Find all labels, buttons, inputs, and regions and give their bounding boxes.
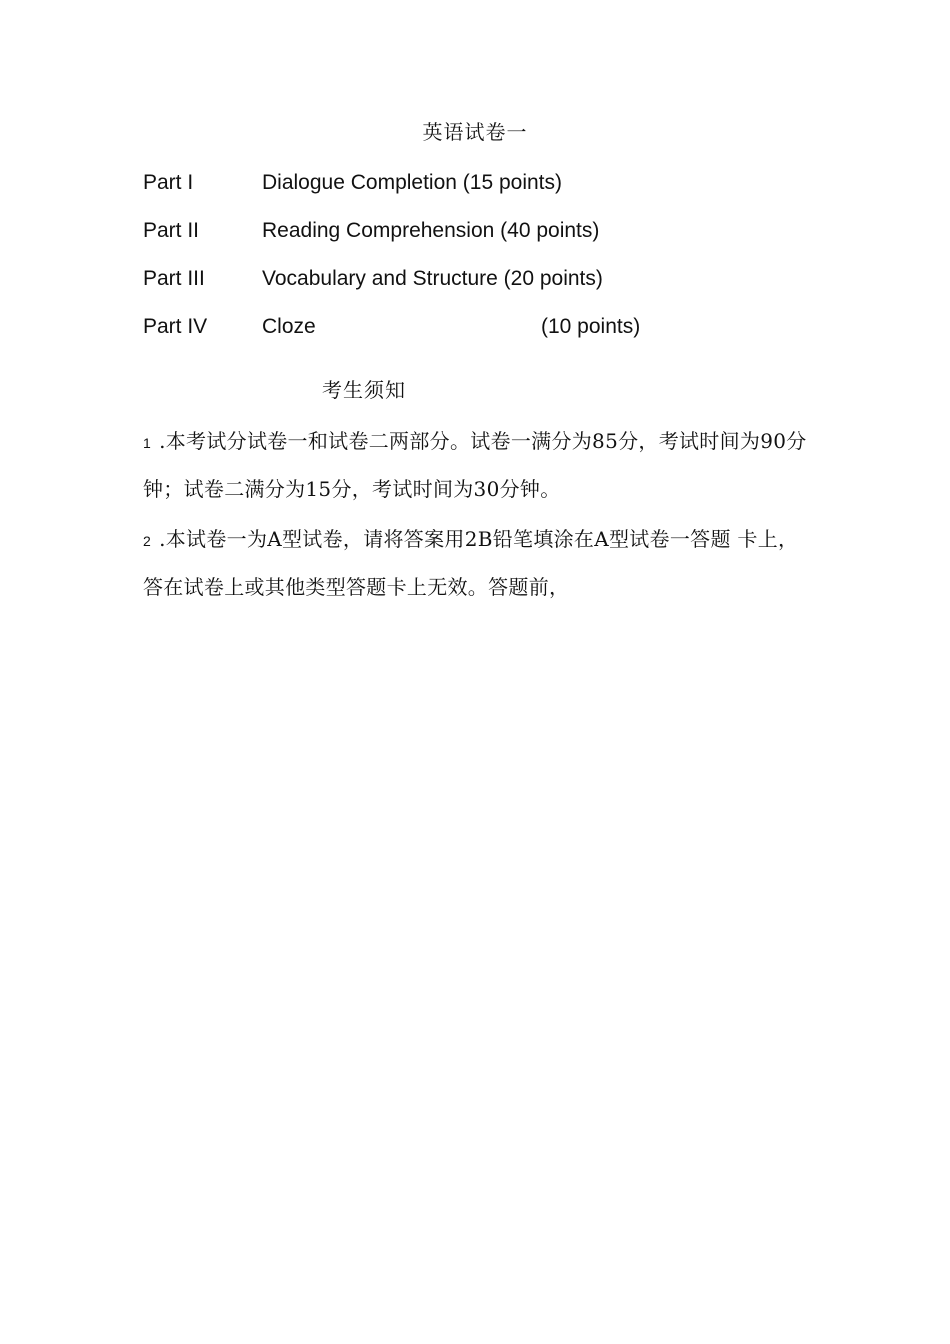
part-name: Dialogue Completion (15 points) — [262, 171, 562, 194]
notice-number: 2 — [143, 533, 152, 549]
notice-heading: 考生须知 — [322, 378, 406, 402]
notice-text: .本考试分试卷一和试卷二两部分。试卷一满分为85分，考试时间为90分钟；试卷二满分为15分，考试时间为30分钟。 — [143, 429, 807, 501]
part-label: Part IV — [143, 315, 208, 338]
part-label: Part III — [143, 267, 205, 290]
part-row — [143, 168, 803, 216]
part-row — [143, 216, 803, 264]
part-points: (10 points) — [541, 315, 641, 338]
parts-list — [143, 168, 803, 360]
notice-text: .本试卷一为A型试卷，请将答案用2B铅笔填涂在A型试卷一答题 卡上，答在试卷上或其他类型答题卡上无效。答题前， — [143, 527, 799, 599]
part-name: Reading Comprehension (40 points) — [262, 219, 600, 242]
notice-item — [143, 418, 813, 512]
part-name: Cloze — [262, 315, 316, 338]
notice-item — [143, 516, 813, 610]
part-label: Part II — [143, 219, 200, 242]
notice-number: 1 — [143, 435, 152, 451]
part-label: Part I — [143, 171, 194, 194]
page-title: 英语试卷一 — [422, 120, 528, 144]
part-name: Vocabulary and Structure (20 points) — [262, 267, 603, 290]
part-row — [143, 312, 803, 360]
part-row — [143, 264, 803, 312]
